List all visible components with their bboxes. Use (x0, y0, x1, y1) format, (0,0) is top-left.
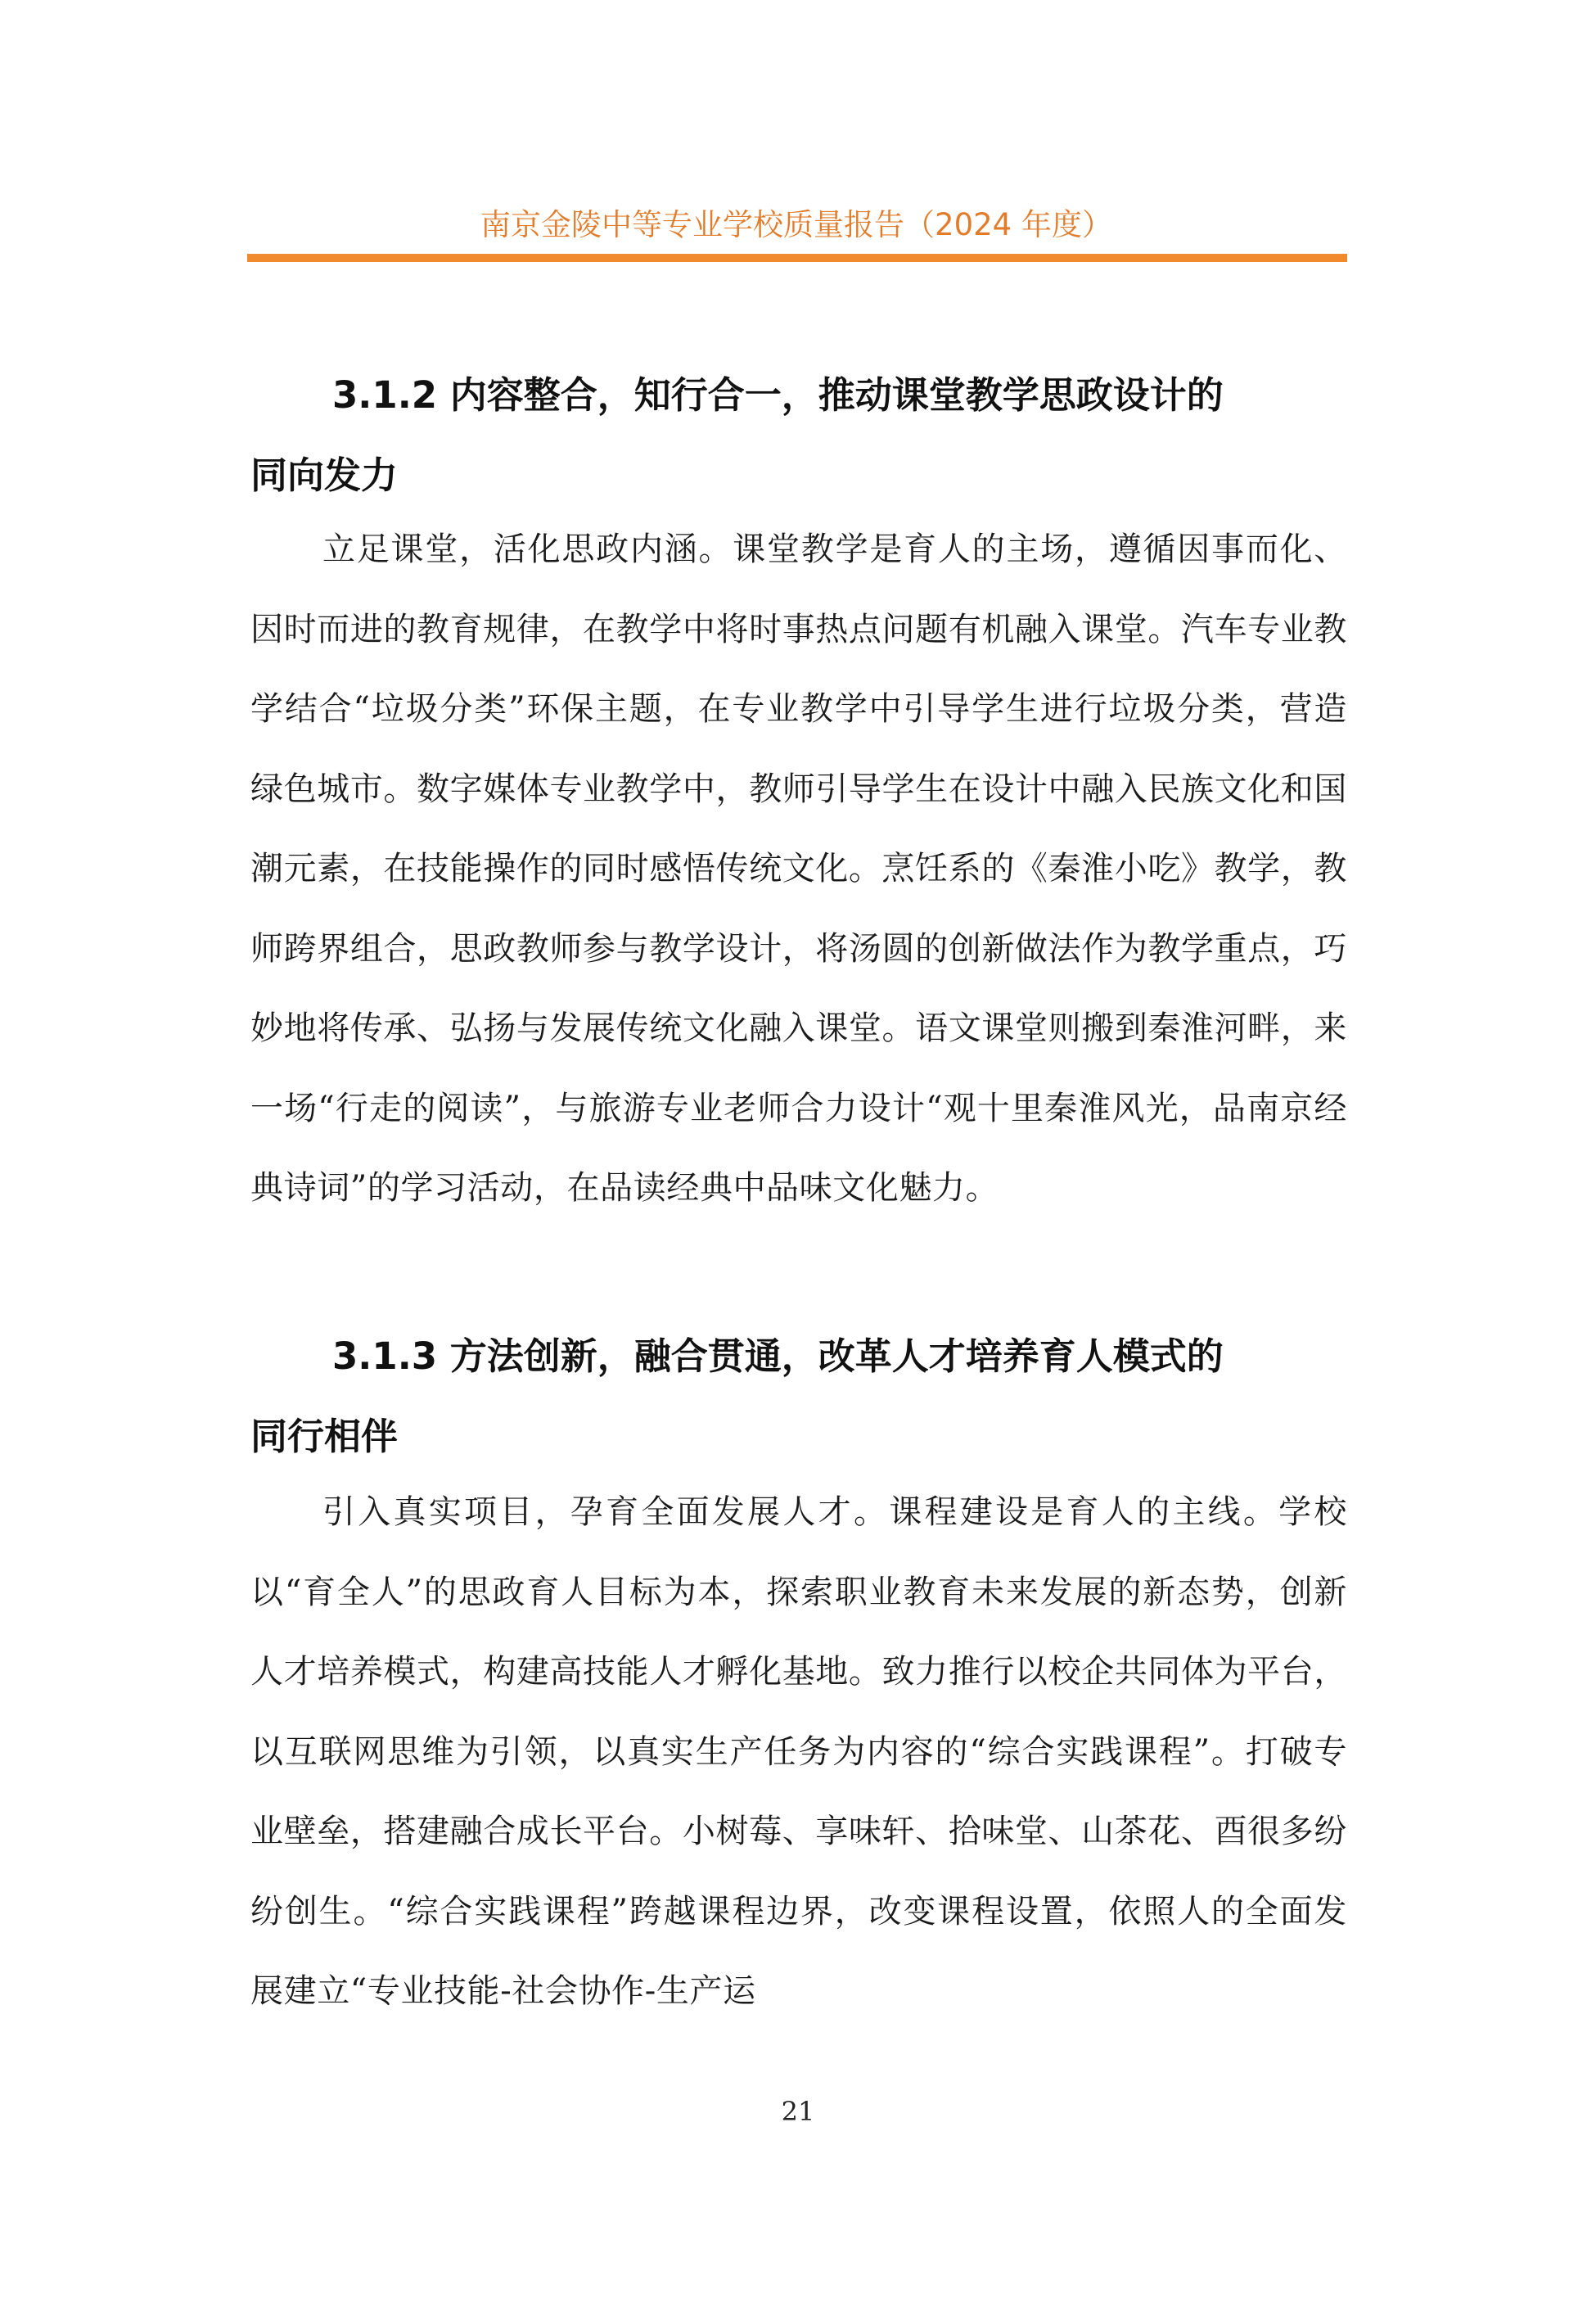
body-paragraph: 引入真实项目，孕育全面发展人才。课程建设是育人的主线。学校以“育全人”的思政育人目标为本，探索职业教育未来发展的新态势，创新人才培养模式，构建高技能人才孵化基地。致力推行以校企共同体为平台，以互联网思维为引领，以真实生产任务为内容的“综合实践课程”。打破专业壁垒，搭建融合成长平台。小树莓、享味轩、拾味堂、山茶花、酉很多纷纷创生。“综合实践课程”跨越课程边界，改变课程设置，依照人的全面发展建立“专业技能-社会协作-生产运 (250, 1493, 1347, 2010)
section-heading-line: 同行相伴 (250, 1415, 399, 1458)
section-heading-line: 3.1.3 方法创新，融合贯通，改革人才培养育人模式的 (332, 1334, 1224, 1378)
section-heading-line: 同向发力 (250, 454, 399, 497)
section-heading-3-1-2 (250, 355, 1347, 516)
page-header-title: 南京金陵中等专业学校质量报告（2024 年度） (480, 207, 1112, 242)
page-number: 21 (781, 2096, 815, 2127)
header-divider (247, 254, 1347, 262)
section-heading-3-1-3 (250, 1316, 1347, 1477)
section-heading-line: 3.1.2 内容整合，知行合一，推动课堂教学思政设计的 (332, 373, 1224, 417)
body-paragraph: 立足课堂，活化思政内涵。课堂教学是育人的主场，遵循因事而化、因时而进的教育规律，在教学中将时事热点问题有机融入课堂。汽车专业教学结合“垃圾分类”环保主题，在专业教学中引导学生进行垃圾分类，营造绿色城市。数字媒体专业教学中，教师引导学生在设计中融入民族文化和国潮元素，在技能操作的同时感悟传统文化。烹饪系的《秦淮小吃》教学，教师跨界组合，思政教师参与教学设计，将汤圆的创新做法作为教学重点，巧妙地将传承、弘扬与发展传统文化融入课堂。语文课堂则搬到秦淮河畔，来一场“行走的阅读”，与旅游专业老师合力设计“观十里秦淮风光，品南京经典诗词”的学习活动，在品读经典中品味文化魅力。 (250, 531, 1347, 1207)
